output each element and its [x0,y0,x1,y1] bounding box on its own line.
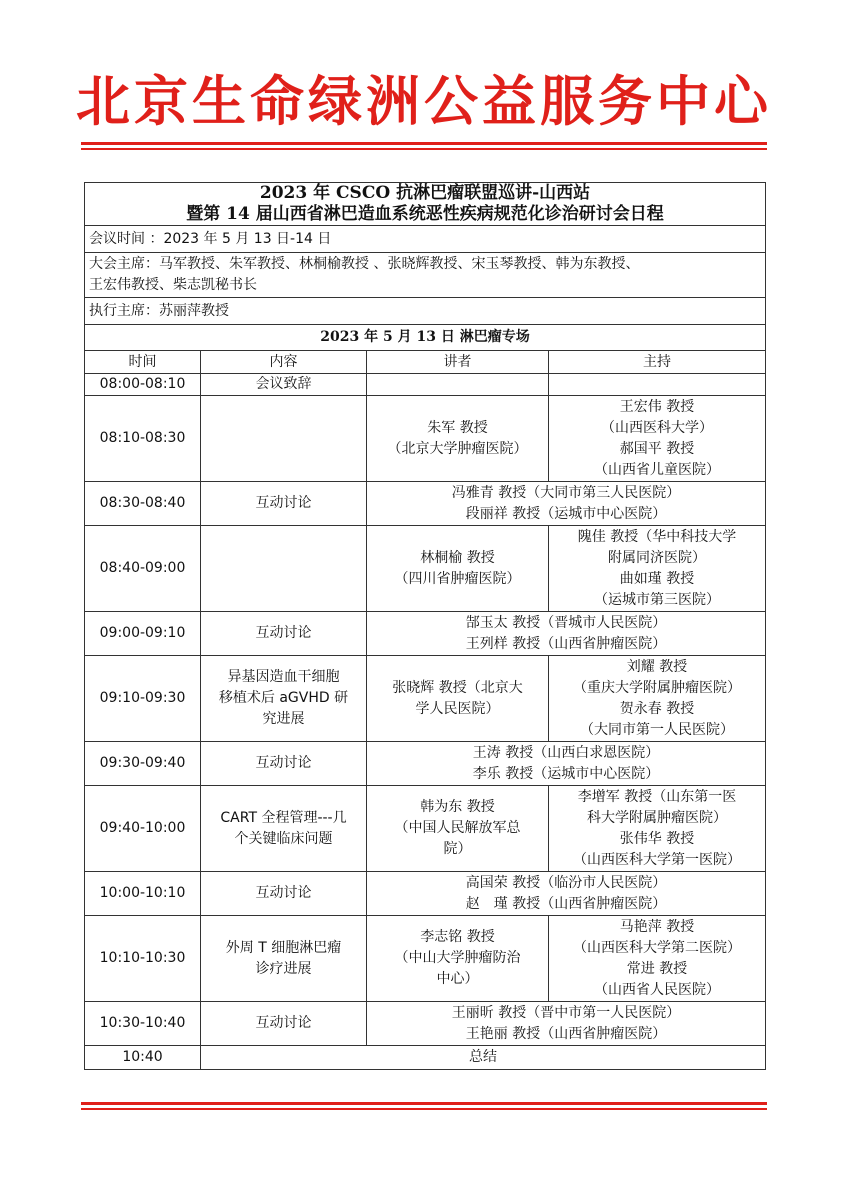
chairs-line-2: 王宏伟教授、柴志凯秘书长 [89,277,257,293]
conference-chairs [85,253,766,298]
topic-line: 移植术后 aGVHD 研 [218,690,349,706]
row-summary: 总结 [201,1046,766,1070]
table-row [85,872,766,916]
row-time: 09:00-09:10 [85,612,201,656]
row-speaker [367,526,549,612]
day-title: 2023 年 5 月 13 日 淋巴瘤专场 [85,325,766,351]
row-time: 08:40-09:00 [85,526,201,612]
row-time: 09:40-10:00 [85,786,201,872]
host-line: （山西省儿童医院） [594,461,720,478]
table-row [85,656,766,742]
table-row [85,786,766,872]
discussant-line: 王列样 教授（山西省肿瘤医院） [465,635,667,652]
row-time: 09:10-09:30 [85,656,201,742]
table-header [85,351,766,374]
speaker-line: （北京大学肿瘤医院） [387,440,528,457]
host-line: 常进 教授 [626,960,688,977]
discussant-line: 冯雅青 教授（大同市第三人民医院） [451,484,681,501]
header-speaker: 讲者 [367,351,549,374]
host-line: （重庆大学附属肿瘤医院） [573,679,741,696]
executive-chair: 执行主席：苏丽萍教授 [85,298,766,325]
row-content: 互动讨论 [201,612,367,656]
topic-line: CART 全程管理---几 [220,809,347,826]
row-speaker [367,396,549,482]
chairs-line-1: 大会主席：马军教授、朱军教授、林桐榆教授 、张晓辉教授、宋玉琴教授、韩为东教授、 [89,256,640,272]
row-time: 10:30-10:40 [85,1002,201,1046]
discussant-line: 高国荣 教授（临汾市人民医院） [465,874,667,891]
row-content: 互动讨论 [201,482,367,526]
row-host [549,786,766,872]
header-host: 主持 [549,351,766,374]
row-discussants [367,872,766,916]
row-host [549,916,766,1002]
row-discussants [367,1002,766,1046]
row-content [201,396,367,482]
discussant-line: 王涛 教授（山西白求恩医院） [472,744,660,761]
speaker-line: 朱军 教授 [427,419,488,436]
host-line: 马艳萍 教授 [619,918,695,935]
bottom-rule-thick [81,1102,767,1105]
host-line: 附属同济医院） [608,549,706,566]
table-row [85,612,766,656]
host-line: 贺永春 教授 [619,700,695,717]
row-host [549,374,766,396]
host-line: 李增军 教授（山东第一医 [577,788,737,805]
discussant-line: 王丽昕 教授（晋中市第一人民医院） [451,1004,681,1021]
host-line: 张伟华 教授 [619,830,695,847]
row-content: 互动讨论 [201,1002,367,1046]
discussant-line: 王艳丽 教授（山西省肿瘤医院） [465,1025,667,1042]
host-line: 王宏伟 教授 [619,398,695,415]
row-host [549,656,766,742]
speaker-line: （中国人民解放军总 [394,820,521,836]
table-row [85,1046,766,1070]
table-row [85,374,766,396]
row-time: 08:30-08:40 [85,482,201,526]
row-speaker [367,656,549,742]
speaker-line: （四川省肿瘤医院） [394,570,521,587]
speaker-line: 林桐榆 教授 [420,549,495,566]
row-content: 会议致辞 [201,374,367,396]
row-content [201,656,367,742]
org-letterhead: 北京生命绿洲公益服务中心 [76,70,772,133]
row-host [549,396,766,482]
discussant-line: 赵 瑾 教授（山西省肿瘤医院） [465,895,667,912]
host-line: （山西医科大学） [601,419,713,436]
row-content [201,526,367,612]
row-time: 09:30-09:40 [85,742,201,786]
host-line: 科大学附属肿瘤医院） [587,809,727,826]
row-time: 08:10-08:30 [85,396,201,482]
row-time: 08:00-08:10 [85,374,201,396]
table-row [85,1002,766,1046]
speaker-line: 张晓辉 教授（北京大 [392,679,523,696]
row-discussants [367,482,766,526]
table-row [85,482,766,526]
host-line: （运城市第三医院） [594,591,720,608]
speaker-line: （中山大学肿瘤防治 [394,950,521,966]
host-line: 隗佳 教授（华中科技大学 [577,528,737,545]
discussant-line: 段丽祥 教授（运城市中心医院） [465,505,667,522]
row-speaker [367,374,549,396]
header-content: 内容 [201,351,367,374]
row-speaker [367,786,549,872]
row-time: 10:10-10:30 [85,916,201,1002]
topic-line: 异基因造血干细胞 [227,669,340,685]
schedule-title [85,183,766,226]
host-line: 刘耀 教授 [626,658,688,675]
table-row [85,396,766,482]
title-line-1: 2023 年 CSCO 抗淋巴瘤联盟巡讲-山西站 [259,183,591,203]
row-time: 10:00-10:10 [85,872,201,916]
row-host [549,526,766,612]
top-rule-thick [81,142,767,145]
host-line: （大同市第一人民医院） [580,721,734,738]
meeting-time: 会议时间 ：2023 年 5 月 13 日-14 日 [85,226,766,253]
topic-line: 外周 T 细胞淋巴瘤 [225,939,342,956]
host-line: （山西医科大学第二医院） [573,939,741,956]
topic-line: 诊疗进展 [255,960,312,977]
topic-line: 究进展 [262,711,305,727]
bottom-rule-thin [81,1108,767,1110]
table-row [85,916,766,1002]
host-line: 曲如瑾 教授 [619,570,695,587]
discussant-line: 李乐 教授（运城市中心医院） [472,765,660,782]
speaker-line: 韩为东 教授 [420,799,495,815]
schedule-table [84,182,766,1070]
row-time: 10:40 [85,1046,201,1070]
row-discussants [367,612,766,656]
title-line-2: 暨第 14 届山西省淋巴造血系统恶性疾病规范化诊治研讨会日程 [186,204,664,224]
row-content: 互动讨论 [201,872,367,916]
row-content [201,786,367,872]
speaker-line: 中心） [436,971,479,987]
table-row [85,742,766,786]
host-line: （山西省人民医院） [594,981,720,998]
row-speaker [367,916,549,1002]
row-discussants [367,742,766,786]
row-content: 互动讨论 [201,742,367,786]
table-row [85,526,766,612]
top-rule-thin [81,148,767,150]
host-line: （山西医科大学第一医院） [573,851,741,868]
row-content [201,916,367,1002]
speaker-line: 院） [443,841,472,857]
discussant-line: 郜玉太 教授（晋城市人民医院） [465,614,667,631]
host-line: 郝国平 教授 [619,440,695,457]
speaker-line: 学人民医院） [415,700,500,717]
speaker-line: 李志铭 教授 [420,929,495,945]
header-time: 时间 [85,351,201,374]
topic-line: 个关键临床问题 [234,830,333,847]
